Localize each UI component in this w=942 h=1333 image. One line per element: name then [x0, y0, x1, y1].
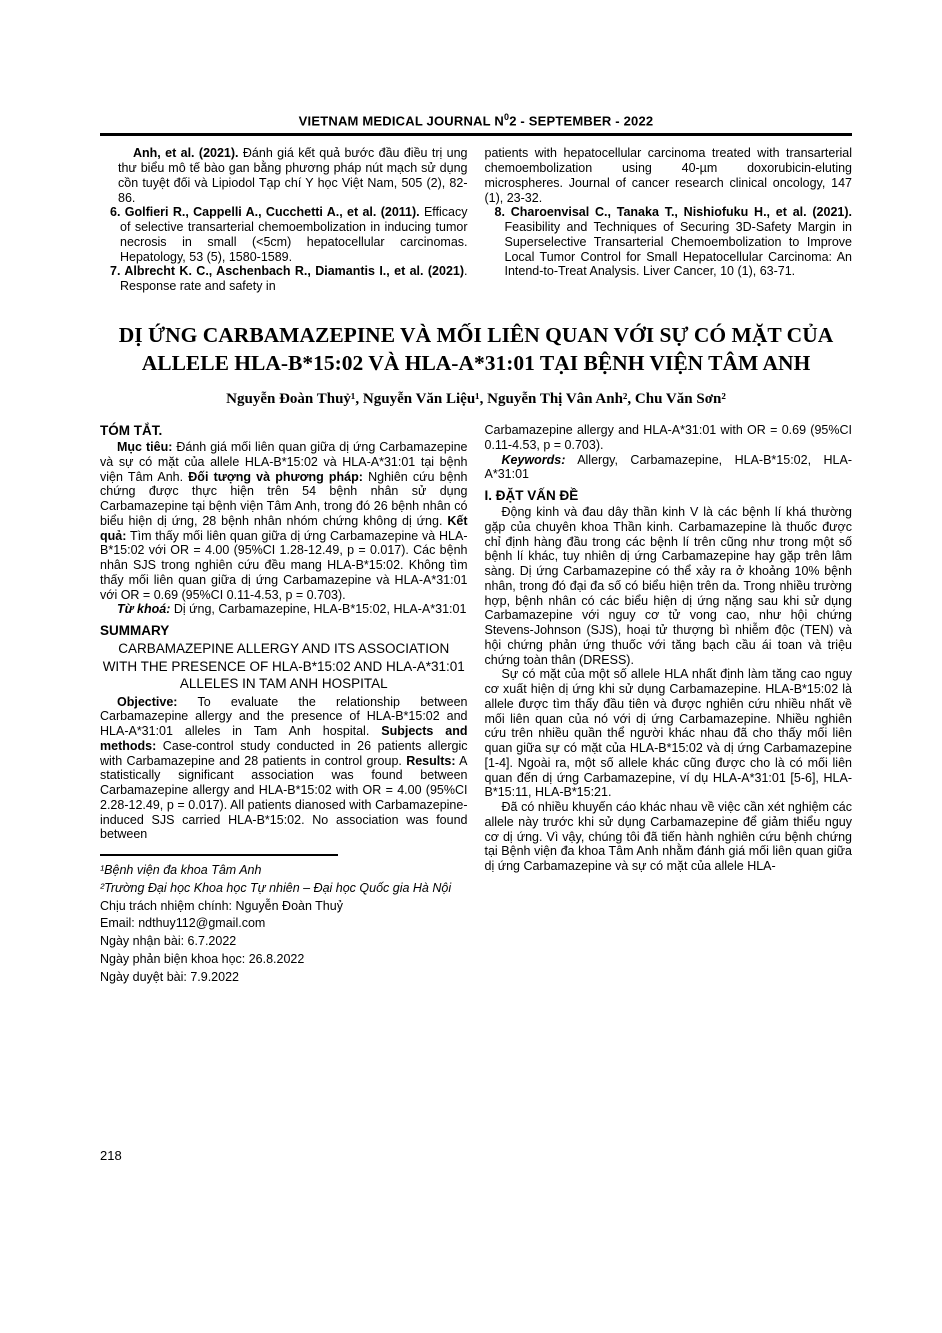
page-number: 218 — [100, 1148, 122, 1163]
keywords-vi-text: Dị ứng, Carbamazepine, HLA-B*15:02, HLA-A*31:01 — [170, 602, 467, 617]
reference-6-number: 6. — [110, 205, 121, 220]
references-left-column — [100, 146, 468, 294]
intro-paragraph-3: Đã có nhiều khuyến cáo khác nhau về việc cần xét nghiệm các allele này trước khi sử dụng Carbamazepine để giảm thiểu nguy cơ dị ứng. Vì vậy, chúng tôi đã tiến hành nghiên cứu bệnh chứng tại Bệnh viện đa khoa Tâm Anh nhằm đánh giá mối liên quan giữa dị ứng Carbamazepine và sự có mặt của allele HLA- — [484, 800, 852, 874]
references-section — [100, 146, 852, 294]
article-title-block — [100, 321, 852, 408]
article-body — [100, 423, 852, 986]
reference-8-lead: Charoenvisal C., Tanaka T., Nishiofuku H., et al. (2021). — [504, 205, 852, 220]
references-right-column — [485, 146, 853, 294]
reference-6-text: Efficacy of selective transarterial chemoembolization in inducing tumor necrosis in small (<5cm) hepatocellular carcinomas. Hepatology, 53 (5), 1580-1589. — [120, 205, 468, 264]
reference-8-text: Feasibility and Techniques of Securing 3D-Safety Margin in Superselective Transarterial Chemoembolization to Improve Local Tumor Control for Small Hepatocellular Carcinoma: An Intend-to-Treat Analysis. Liver Cancer, 10 (1), 63-71. — [504, 220, 852, 279]
intro-paragraph-1: Động kinh và đau dây thần kinh V là các bệnh lí khá thường gặp của chuyên khoa Thần kinh. Carbamazepine là thuốc được chỉ định hàng đầu trong các bệnh lí trên cũng như trong một số bệnh lí khác, tuy nhiên dị ứng Carbamazepine hay gặp trên lâm sàng. Dị ứng Carbamazepine có thể xảy ra ở khoảng 10% bệnh nhân, trong đó đại đa số có biểu hiện trên da. Trong nhiều trường hợp, bệnh nhân có các biểu hiện dị ứng nặng sau khi sử dụng Carbamazepine với nguy cơ tử vong cao, như hội chứng Stevens-Johnson (SJS), hoại tử thượng bì nhiễm độc (TEN) và hội chứng phản ứng thuốc với tăng bạch cầu ái toan và triệu chứng toàn thân (DRESS). — [484, 505, 852, 667]
article-title-line-1: DỊ ỨNG CARBAMAZEPINE VÀ MỐI LIÊN QUAN VỚI SỰ CÓ MẶT CỦA — [118, 322, 834, 347]
summary-methods-label: Subjects and methods: — [100, 724, 468, 753]
journal-header-text-post: 2 - SEPTEMBER - 2022 — [509, 113, 654, 129]
received-date-line: Ngày nhận bài: 6.7.2022 — [100, 934, 237, 949]
summary-paragraph — [100, 695, 468, 843]
affiliation-2: ²Trường Đại học Khoa học Tự nhiên – Đại học Quốc gia Hà Nội — [100, 880, 452, 895]
reference-8 — [485, 205, 853, 279]
keywords-en-label: Keywords: — [501, 452, 566, 467]
abstract-vi-results-label: Kết quả: — [100, 513, 468, 543]
right-column — [485, 423, 853, 986]
article-title — [100, 321, 852, 378]
review-date-line: Ngày phản biện khoa học: 26.8.2022 — [100, 951, 305, 966]
reference-6-authors — [110, 205, 420, 219]
summary-continuation: Carbamazepine allergy and HLA-A*31:01 with OR = 0.69 (95%CI 0.11-4.53, p = 0.703). — [484, 423, 852, 452]
reference-6-lead: Golfieri R., Cappelli A., Cucchetti A., et al. (2011). — [120, 205, 420, 220]
reference-8-authors — [495, 205, 853, 219]
reference-7-continuation-text: patients with hepatocellular carcinoma treated with transarterial chemoembolization using 40-µm doxorubicin-eluting microspheres. Journal of cancer research clinical oncology, 147 (1), 23-32. — [484, 146, 852, 205]
corresponding-author-line: Chịu trách nhiệm chính: Nguyễn Đoàn Thuỷ — [100, 898, 343, 913]
article-title-line-2: ALLELE HLA-B*15:02 VÀ HLA-A*31:01 TẠI BỆNH VIỆN TÂM ANH — [141, 351, 811, 376]
reference-7-continuation — [485, 146, 853, 205]
keywords-en — [485, 453, 853, 483]
abstract-vi-heading: TÓM TẮT. — [100, 423, 163, 439]
footnote-block — [100, 854, 468, 986]
abstract-vi-methods-label: Đối tượng và phương pháp: — [188, 469, 363, 484]
journal-header-superscript: 0 — [503, 112, 510, 122]
footnote-divider — [100, 854, 338, 856]
email-line: Email: ndthuy112@gmail.com — [100, 916, 266, 931]
summary-objective-label: Objective: — [117, 694, 178, 709]
authors-line: Nguyễn Đoàn Thuỷ¹, Nguyễn Văn Liệu¹, Nguyễn Thị Vân Anh², Chu Văn Sơn² — [226, 391, 726, 408]
reference-5-continuation — [100, 146, 468, 205]
reference-7-lead: Albrecht K. C., Aschenbach R., Diamantis I., et al. (2021) — [120, 264, 465, 279]
keywords-vi — [100, 602, 468, 617]
left-column — [100, 423, 468, 986]
reference-5-text: Đánh giá kết quả bước đầu điều trị ung thư biểu mô tế bào gan bằng phương pháp nút mạch sử dụng cồn tuyệt đối và Lipiodol Tạp chí Y học Việt Nam, 505 (2), 82-86. — [118, 146, 468, 205]
summary-methods-text: Case-control study conducted in 26 patients allergic with Carbamazepine and 28 patients in control group. — [100, 738, 468, 768]
summary-objective-text: To evaluate the relationship between Carbamazepine allergy and the presence of HLA-B*15:02 and HLA-A*31:01 alleles in Tam Anh hospital. — [100, 694, 468, 739]
reference-8-number: 8. — [494, 205, 505, 220]
abstract-vi-methods-text: Nghiên cứu bệnh chứng được thực hiện trên 54 bệnh nhân sử dụng Carbamazepine tại bệnh viện Tâm Anh, trong đó 26 bệnh nhân có biểu hiện dị ứng, 28 bệnh nhân nhóm chứng không dị ứng. — [100, 469, 468, 528]
reference-7-number: 7. — [110, 264, 121, 279]
abstract-vi-objective-label: Mục tiêu: — [117, 440, 173, 455]
keywords-en-text: Allergy, Carbamazepine, HLA-B*15:02, HLA-A*31:01 — [484, 452, 852, 482]
intro-paragraph-2: Sự có mặt của một số allele HLA nhất định làm tăng cao nguy cơ xuất hiện dị ứng khi sử dụng Carbamazepine. HLA-B*15:02 là allele được tìm thấy đầu tiên và được nghiên cứu nhiều nhất về mối liên quan của nó với dị ứng Carbamazepine. Nhiều nghiên cứu trên nhiều quần thể người khác nhau đã cho thấy mối liên quan giữa sự có mặt của HLA-B*15:02 và dị ứng Carbamazepine [1-4]. Ngoài ra, một số allele khác cũng được cho là có mối liên quan đến dị ứng Carbamazepine, ví dụ HLA-A*31:01 [5-6], HLA-B*15:11, HLA-B*15:21. — [484, 667, 852, 800]
reference-7-text: . Response rate and safety in — [120, 264, 468, 294]
journal-header-text-pre: VIETNAM MEDICAL JOURNAL N — [298, 113, 504, 129]
journal-header — [100, 112, 852, 136]
summary-english-title: CARBAMAZEPINE ALLERGY AND ITS ASSOCIATION WITH THE PRESENCE OF HLA-B*15:02 AND HLA-A*31:01 ALLELES IN TAM ANH HOSPITAL — [102, 641, 465, 692]
reference-5-authors: Anh, et al. (2021). — [133, 146, 239, 161]
reference-7 — [100, 264, 468, 294]
summary-results-label: Results: — [406, 753, 456, 768]
accepted-date-line: Ngày duyệt bài: 7.9.2022 — [100, 969, 239, 984]
abstract-vi-objective-text: Đánh giá mối liên quan giữa dị ứng Carbamazepine và sự có mặt của allele HLA-B*15:02 và HLA-A*31:01 tại bệnh viện Tâm Anh. — [100, 440, 468, 484]
summary-heading: SUMMARY — [100, 623, 170, 639]
summary-results-text: A statistically significant association was found between Carbamazepine allergy and HLA-B*15:02 with OR = 4.00 (95%CI 2.28-12.49, p = 0.017). All patients dianosed with Carbamazepine-induced SJS carried HLA-B*15:02. No association was found between — [100, 753, 468, 842]
introduction-heading: I. ĐẶT VẤN ĐỀ — [484, 488, 579, 504]
reference-6 — [100, 205, 468, 264]
abstract-vi-paragraph — [100, 440, 468, 602]
abstract-vi-results-text: Tìm thấy mối liên quan giữa dị ứng Carbamazepine và HLA-B*15:02 với OR = 4.00 (95%CI 1.28-12.49, p = 0.017). Các bệnh nhân SJS trong nghiên cứu đều mang HLA-B*15:02. Không tìm thấy mối liên quan giữa dị ứng Carbamazepine và HLA-A*31:01 với OR = 0.69 (95%CI 0.11-4.53, p = 0.703). — [100, 528, 468, 602]
reference-7-authors — [110, 264, 464, 278]
affiliation-1: ¹Bệnh viện đa khoa Tâm Anh — [100, 863, 262, 878]
keywords-vi-label: Từ khoá: — [117, 602, 171, 617]
